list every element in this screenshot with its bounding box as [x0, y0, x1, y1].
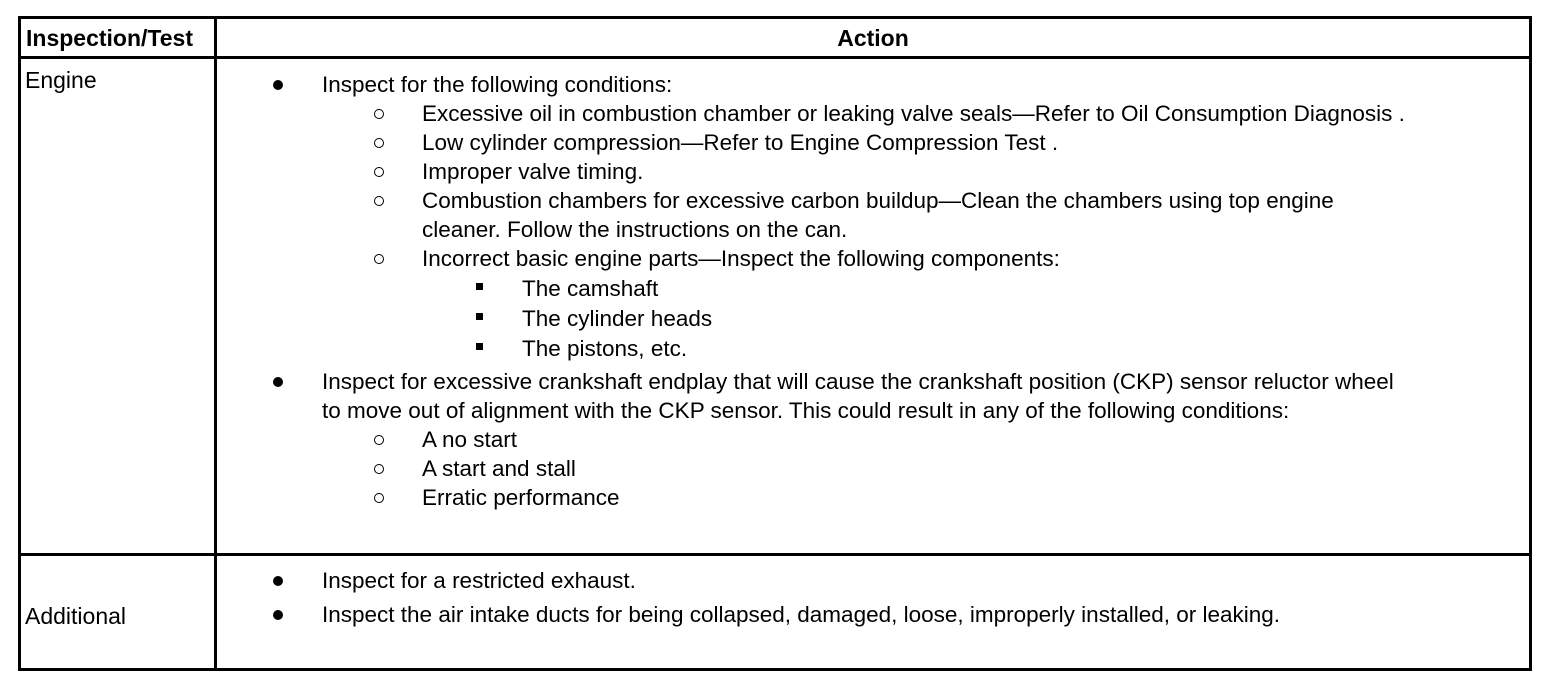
action-line: Inspect for the following conditions: [322, 72, 673, 97]
row-label-engine: Engine [25, 67, 97, 93]
action-line: Inspect for excessive crankshaft endplay that will cause the crankshaft position (CKP) sensor reluctor wheel [322, 369, 1394, 394]
action-line: The camshaft [522, 276, 659, 301]
column-divider [214, 19, 217, 668]
action-line: Inspect for a restricted exhaust. [322, 568, 636, 593]
action-line: The cylinder heads [522, 306, 713, 331]
action-line: Excessive oil in combustion chamber or leaking valve seals—Refer to Oil Consumption Diagnosis . [422, 101, 1405, 126]
action-line: A start and stall [422, 456, 576, 481]
action-line: Incorrect basic engine parts—Inspect the following components: [422, 246, 1060, 271]
header-divider [21, 56, 1529, 59]
row-label-additional: Additional [25, 603, 127, 629]
bullet-icon [273, 576, 283, 586]
row-divider [21, 553, 1529, 556]
action-line: Low cylinder compression—Refer to Engine Compression Test . [422, 130, 1059, 155]
action-line: Improper valve timing. [422, 159, 644, 184]
square-bullet-icon [476, 343, 483, 350]
circle-bullet-icon [374, 196, 384, 206]
action-line: to move out of alignment with the CKP sensor. This could result in any of the following conditions: [322, 398, 1290, 423]
action-line: Erratic performance [422, 485, 620, 510]
circle-bullet-icon [374, 109, 384, 119]
bullet-icon [273, 80, 283, 90]
circle-bullet-icon [374, 167, 384, 177]
action-line: Inspect the air intake ducts for being collapsed, damaged, loose, improperly installed, or leaking. [322, 602, 1281, 627]
square-bullet-icon [476, 283, 483, 290]
header-inspection-test: Inspection/Test [26, 25, 193, 51]
bullet-icon [273, 610, 283, 620]
circle-bullet-icon [374, 138, 384, 148]
bullet-icon [273, 377, 283, 387]
action-line: Combustion chambers for excessive carbon buildup—Clean the chambers using top engine [422, 188, 1334, 213]
action-line: A no start [422, 427, 518, 452]
circle-bullet-icon [374, 464, 384, 474]
circle-bullet-icon [374, 254, 384, 264]
circle-bullet-icon [374, 435, 384, 445]
square-bullet-icon [476, 313, 483, 320]
action-line: The pistons, etc. [522, 336, 688, 361]
header-action: Action [837, 25, 909, 51]
circle-bullet-icon [374, 493, 384, 503]
diagnostic-table [18, 16, 1532, 671]
action-line: cleaner. Follow the instructions on the can. [422, 217, 848, 242]
